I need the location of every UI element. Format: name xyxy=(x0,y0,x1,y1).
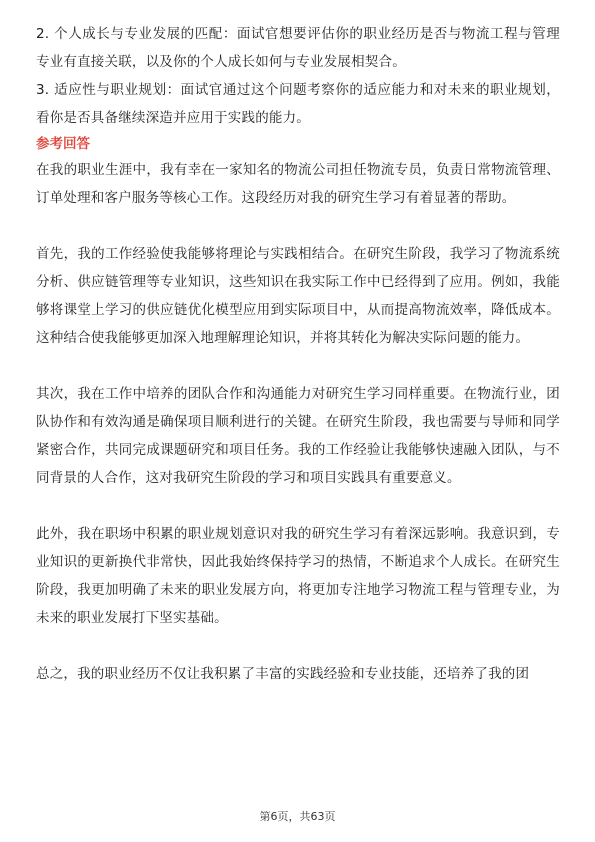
answer-paragraph-1: 在我的职业生涯中，我有幸在一家知名的物流公司担任物流专员，负责日常物流管理、订单处理和客户服务等核心工作。这段经历对我的研究生学习有着显著的帮助。 xyxy=(36,162,560,206)
document-body xyxy=(36,20,560,688)
intro-point-2: 2. 个人成长与专业发展的匹配：面试官想要评估你的职业经历是否与物流工程与管理专业有直接关联，以及你的个人成长如何与专业发展相契合。 xyxy=(36,26,560,70)
answer-paragraph-5: 总之，我的职业经历不仅让我积累了丰富的实践经验和专业技能，还培养了我的团 xyxy=(36,666,530,682)
page-number-footer: 第6页，共63页 xyxy=(259,810,336,823)
answer-paragraph-3: 其次，我在工作中培养的团队合作和沟通能力对研究生学习同样重要。在物流行业，团队协作和有效沟通是确保项目顺利进行的关键。在研究生阶段，我也需要与导师和同学紧密合作，共同完成课题研究和项目任务。我的工作经验让我能够快速融入团队，与不同背景的人合作，这对我研究生阶段的学习和项目实践具有重要意义。 xyxy=(36,386,560,486)
answer-paragraph-2: 首先，我的工作经验使我能够将理论与实践相结合。在研究生阶段，我学习了物流系统分析、供应链管理等专业知识，这些知识在我实际工作中已经得到了应用。例如，我能够将课堂上学习的供应链优化模型应用到实际项目中，从而提高物流效率，降低成本。这种结合使我能够更加深入地理解理论知识，并将其转化为解决实际问题的能力。 xyxy=(36,246,560,346)
intro-point-3: 3. 适应性与职业规划：面试官通过这个问题考察你的适应能力和对未来的职业规划，看你是否具备继续深造并应用于实践的能力。 xyxy=(36,82,560,126)
answer-paragraph-4: 此外，我在职场中积累的职业规划意识对我的研究生学习有着深远影响。我意识到，专业知识的更新换代非常快，因此我始终保持学习的热情，不断追求个人成长。在研究生阶段，我更加明确了未来的职业发展方向，将更加专注地学习物流工程与管理专业，为未来的职业发展打下坚实基础。 xyxy=(36,526,560,626)
answer-heading: 参考回答 xyxy=(36,136,90,152)
